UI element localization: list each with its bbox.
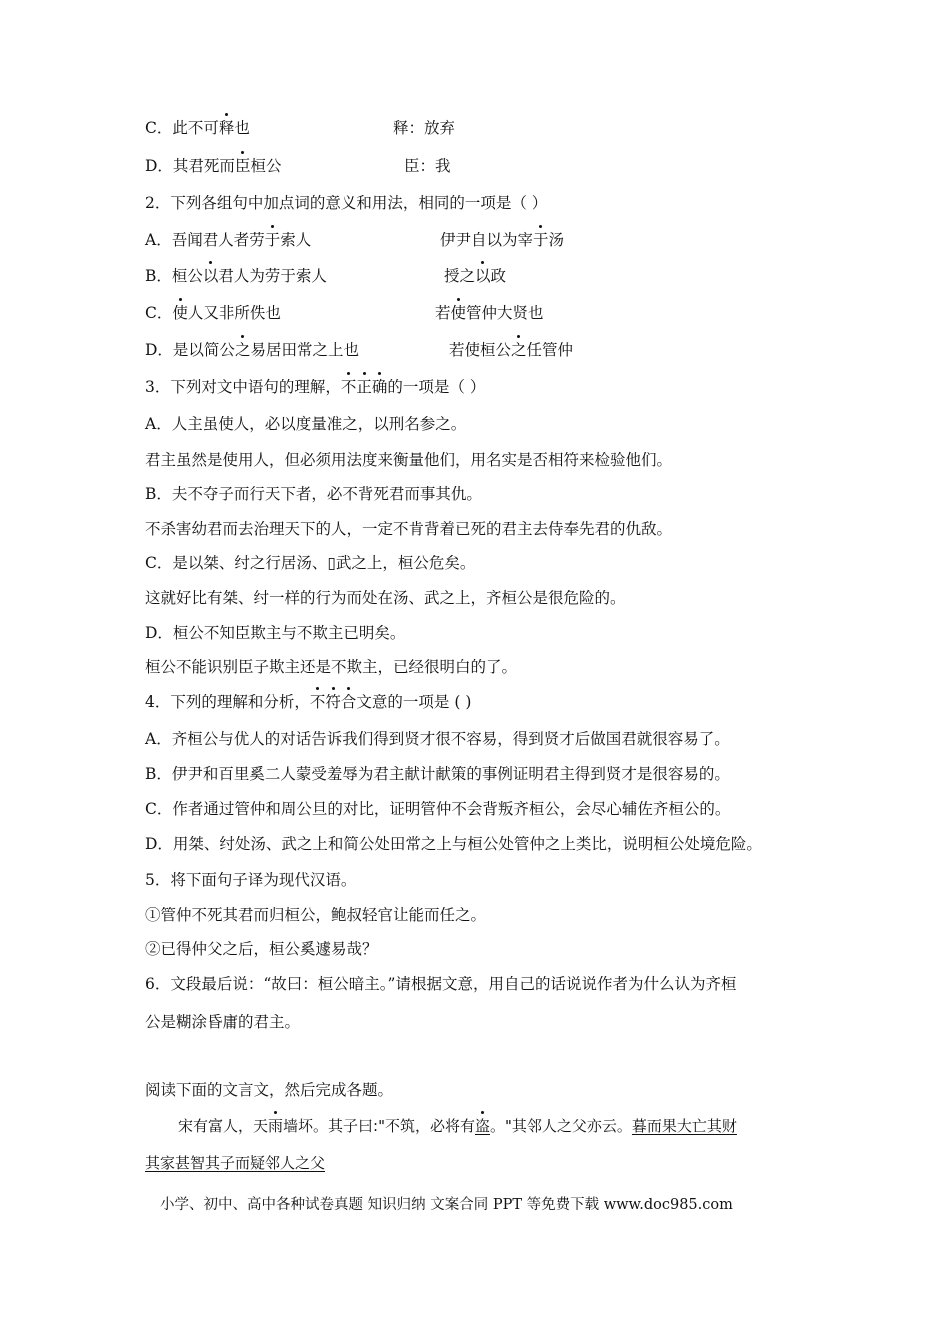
reading-intro: 阅读下面的文言文，然后完成各题。: [145, 1081, 394, 1099]
dotted-char: 臣: [234, 157, 251, 175]
q3-option-c-translation: 这就好比有桀、纣一样的行为而处在汤、武之上，齐桓公是很危险的。: [145, 589, 626, 607]
option-text: D．是以简公: [145, 341, 235, 359]
q1-option-d: [145, 156, 281, 176]
q3-option-d-translation: 桓公不能识别臣子欺主还是不欺主，已经很明白的了。: [145, 658, 518, 676]
q5-sentence-1: ①管仲不死其君而归桓公，鲍叔轻官让能而任之。: [145, 906, 487, 924]
option-text: 伊尹自以为宰: [440, 231, 534, 249]
dotted-char: 使: [172, 304, 188, 322]
dotted-char: 不: [340, 378, 357, 396]
q2-option-b-compare: [444, 266, 506, 286]
q2-option-d: [145, 340, 359, 360]
option-text: 君人为劳于索人: [218, 267, 327, 285]
q1-option-d-text: D．其君死而: [145, 157, 235, 175]
dotted-char: 不: [309, 693, 326, 711]
q1-option-d-gloss: 臣：我: [404, 157, 451, 175]
option-text: 若使桓公: [449, 341, 512, 359]
q2-option-b: [145, 266, 327, 286]
q1-option-c: [145, 118, 250, 138]
q4-option-b: B．伊尹和百里奚二人蒙受羞辱为君主献计献策的事例证明君主得到贤才是很容易的。: [145, 765, 730, 783]
q3-option-a: A．人主虽使人，必以度量准之，以刑名参之。: [145, 415, 467, 433]
q4-option-c: C．作者通过管仲和周公旦的对比，证明管仲不会背叛齐桓公，会尽心辅佐齐桓公的。: [145, 800, 731, 818]
option-text: 授之: [444, 267, 476, 285]
q3-option-a-translation: 君主虽然是使用人，但必须用法度来衡量他们，用名实是否相符来检验他们。: [145, 451, 673, 469]
dotted-char: 以: [475, 267, 491, 285]
question-3-title: [145, 377, 485, 397]
option-text: C．: [145, 304, 173, 322]
story-text: 墙坏。其子曰:"不筑，必将有: [283, 1117, 475, 1135]
q3-option-c: C．是以桀、纣之行居汤、▯武之上，桓公危矣。: [145, 554, 476, 572]
option-text: 人又非所佚也: [187, 304, 281, 322]
q1-option-c-text: 也: [234, 119, 250, 137]
option-text: 索人: [280, 231, 312, 249]
dotted-char: 使: [450, 304, 467, 322]
option-text: 管仲大贤也: [466, 304, 544, 322]
question-6-line-1: 6．文段最后说：“故曰：桓公暗主。”请根据文意，用自己的话说说作者为什么认为齐桓: [145, 975, 737, 993]
q2-option-a: [145, 230, 311, 250]
option-text: 若: [435, 304, 451, 322]
dotted-char: 于: [533, 231, 549, 249]
dotted-char: 于: [264, 231, 281, 249]
q5-sentence-2: ②已得仲父之后，桓公奚遽易哉？: [145, 940, 378, 958]
dotted-char: 符: [325, 693, 341, 711]
dotted-char: 释: [218, 119, 235, 137]
q2-option-a-compare: [440, 230, 564, 250]
question-2-title: 2．下列各组句中加点词的意义和用法，相同的一项是（ ）: [145, 194, 548, 212]
q3-option-b: B．夫不夺子而行天下者，必不背死君而事其仇。: [145, 485, 482, 503]
dotted-char: 雨: [268, 1117, 284, 1135]
story-underlined-text: 其家甚智其子而疑邻人之父: [145, 1154, 326, 1172]
q2-option-c-compare: [435, 303, 544, 323]
q1-option-c-gloss: 释：放弃: [393, 119, 456, 137]
page-footer: 小学、初中、高中各种试卷真题 知识归纳 文案合同 PPT 等免费下载 www.doc985.com: [160, 1197, 733, 1213]
question-title-text: 4．下列的理解和分析，: [145, 693, 310, 711]
dotted-char: 合: [340, 693, 357, 711]
question-title-text: 文意的一项是 ( ): [356, 693, 472, 711]
dotted-char: 正: [356, 378, 372, 396]
option-text: B．桓公: [145, 267, 203, 285]
q2-option-d-compare: [449, 340, 573, 360]
q4-option-d: D．用桀、纣处汤、武之上和简公处田常之上与桓公处管仲之上类比，说明桓公处境危险。: [145, 835, 762, 853]
question-6-line-2: 公是糊涂昏庸的君主。: [145, 1013, 301, 1031]
dotted-char: 确: [371, 378, 388, 396]
story-line-2: [145, 1153, 325, 1173]
story-line-1: [178, 1116, 737, 1136]
story-text: 宋有富人，天: [178, 1117, 269, 1135]
story-text: 。"其邻人之父亦云。: [490, 1117, 632, 1135]
question-4-title: [145, 692, 471, 712]
option-text: A．吾闻君人者劳: [145, 231, 265, 249]
dotted-char: 之: [234, 341, 251, 359]
q3-option-d: D．桓公不知臣欺主与不欺主已明矣。: [145, 624, 406, 642]
option-text: 政: [490, 267, 507, 285]
option-text: 易居田常之上也: [250, 341, 359, 359]
question-title-text: 3．下列对文中语句的理解，: [145, 378, 341, 396]
option-text: 任管仲: [526, 341, 574, 359]
question-title-text: 的一项是（ ）: [387, 378, 486, 396]
q3-option-b-translation: 不杀害幼君而去治理天下的人，一定不肯背着已死的君主去侍奉先君的仇敌。: [145, 520, 673, 538]
dotted-char: 之: [511, 341, 527, 359]
option-text: 汤: [548, 231, 565, 249]
q4-option-a: A．齐桓公与优人的对话告诉我们得到贤才很不容易，得到贤才后做国君就很容易了。: [145, 730, 730, 748]
dotted-char: 盗: [475, 1117, 491, 1135]
question-5-title: 5．将下面句子译为现代汉语。: [145, 871, 357, 889]
q2-option-c: [145, 303, 281, 323]
q1-option-c-text: C．此不可: [145, 119, 219, 137]
story-underlined-text: 暮而果大亡其财: [631, 1117, 737, 1135]
dotted-char: 以: [202, 267, 219, 285]
q1-option-d-text: 桓公: [250, 157, 282, 175]
